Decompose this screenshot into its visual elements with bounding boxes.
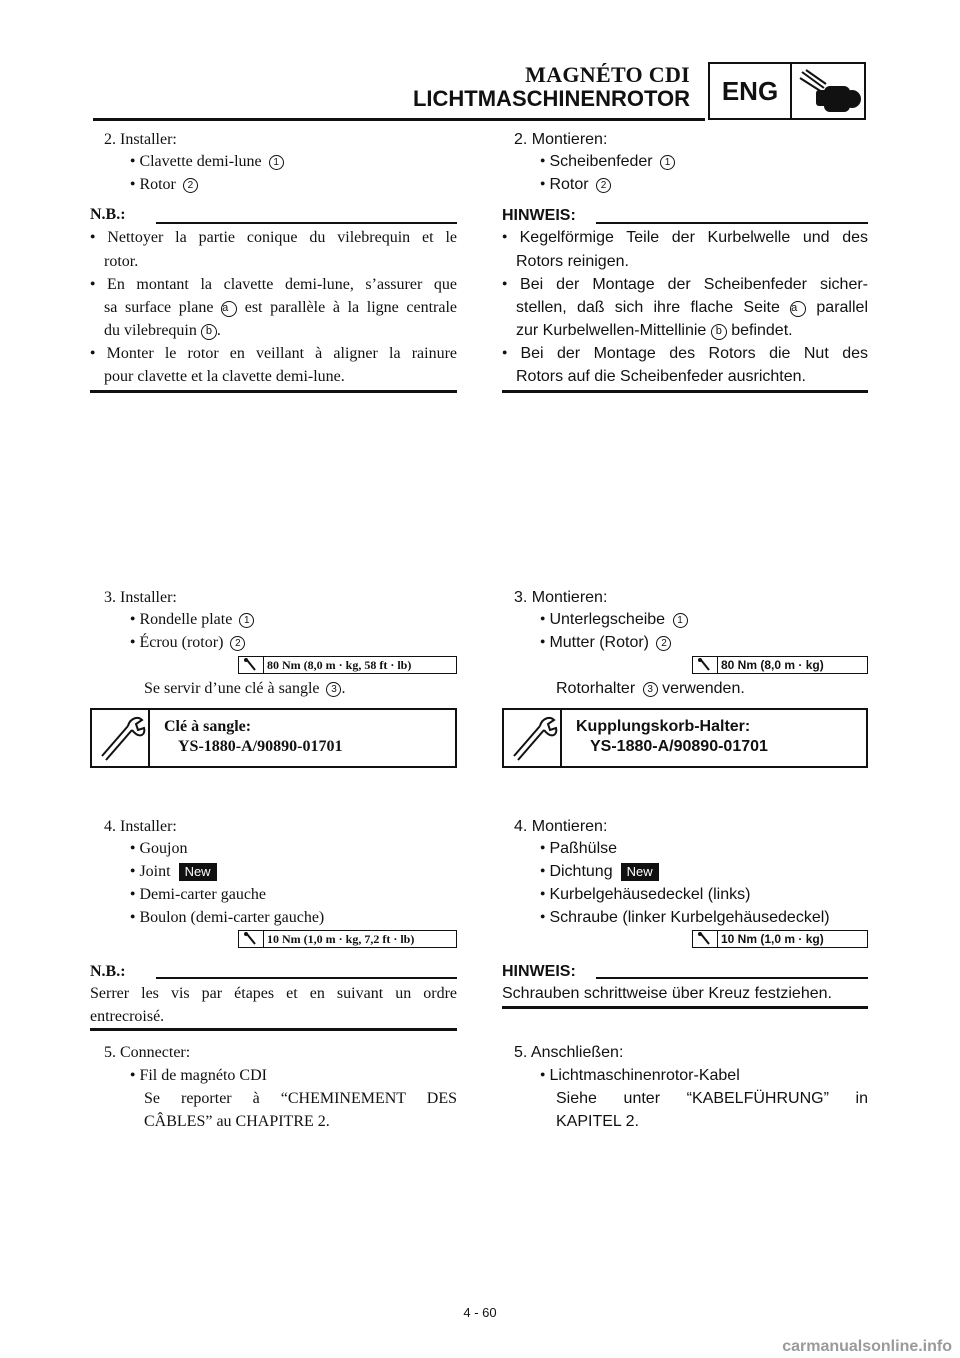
de-tool-code: YS-1880-A/90890-01701 <box>590 738 768 755</box>
de-step-2-title: 2. Montieren: <box>514 131 608 148</box>
de-step-3-torque: 80 Nm (8,0 m · kg) <box>692 656 868 674</box>
fr-step-5-line-1: Se reporter à “CHEMINEMENT DES <box>144 1090 457 1107</box>
fr-note-1-bullet-3-cont: pour clavette et la clavette demi-lune. <box>104 368 345 385</box>
fr-step-3-use-tool: Se servir d’une clé à sangle 3 . <box>144 680 346 697</box>
fr-special-tool-box <box>90 708 457 768</box>
de-note-2-head: HINWEIS: <box>502 963 576 980</box>
fr-note-2-head: N.B.: <box>90 963 126 980</box>
header-rule <box>93 118 705 121</box>
fr-step-2-item-1: ● Clavette demi-lune 1 <box>130 153 284 171</box>
engine-icon <box>794 66 864 118</box>
header-title-fr: MAGNÉTO CDI <box>525 62 690 87</box>
fr-step-4-item-4: ● Boulon (demi-carter gauche) <box>130 909 324 927</box>
de-step-4-item-2: ● Dichtung New <box>540 863 659 881</box>
new-badge: New <box>621 863 659 881</box>
de-step-5-item: ● Lichtmaschinenrotor-Kabel <box>540 1067 740 1085</box>
torque-wrench-icon <box>693 931 718 947</box>
de-step-2-item-2: ● Rotor 2 <box>540 176 611 194</box>
de-step-2-item-1: ● Scheibenfeder 1 <box>540 153 675 171</box>
fr-step-4-torque: 10 Nm (1,0 m · kg, 7,2 ft · lb) <box>238 930 457 948</box>
fr-step-2-item-2: ● Rotor 2 <box>130 176 198 194</box>
fr-note-1-bullet-1: ● Nettoyer la partie conique du vilebrequin et le <box>90 229 457 247</box>
de-note-2-rule-top <box>596 977 868 979</box>
fr-step-3-title: 3. Installer: <box>104 589 177 606</box>
fr-note-1-bullet-2: ● En montant la clavette demi-lune, s’assurer que <box>90 276 457 294</box>
fr-step-4-title: 4. Installer: <box>104 818 177 835</box>
lang-tag: ENG <box>710 64 792 118</box>
fr-step-3-item-2: ● Écrou (rotor) 2 <box>130 634 245 652</box>
de-note-1-head: HINWEIS: <box>502 207 576 224</box>
fr-step-5-line-2: CÂBLES” au CHAPITRE 2. <box>144 1113 330 1130</box>
de-step-4-item-1: ● Paßhülse <box>540 840 617 858</box>
fr-note-1-head: N.B.: <box>90 206 126 223</box>
fr-note-2-rule-bottom <box>90 1028 457 1031</box>
torque-wrench-icon <box>239 931 264 947</box>
de-note-1-bullet-3-cont: Rotors auf die Scheibenfeder ausrichten. <box>516 368 806 385</box>
fr-note-1-bullet-2-cont: sa surface plane a est parallèle à la ligne centrale <box>104 299 458 316</box>
fr-step-4-item-1: ● Goujon <box>130 840 187 858</box>
fr-step-5-title: 5. Connecter: <box>104 1044 191 1061</box>
de-step-4-title: 4. Montieren: <box>514 818 608 835</box>
fr-tool-code: YS-1880-A/90890-01701 <box>178 738 343 755</box>
de-note-1-rule-bottom <box>502 390 868 393</box>
fr-step-4-item-2: ● Joint New <box>130 863 217 881</box>
de-step-5-line-1: Siehe unter “KABELFÜHRUNG” in <box>556 1090 868 1107</box>
fr-note-2-rule-top <box>156 977 457 979</box>
de-step-3-title: 3. Montieren: <box>514 589 608 606</box>
fr-step-2-title: 2. Installer: <box>104 131 177 148</box>
fr-note-2-line-2: entrecroisé. <box>90 1008 165 1025</box>
wrench-icon <box>92 710 150 766</box>
de-step-4-torque: 10 Nm (1,0 m · kg) <box>692 930 868 948</box>
fr-tool-name: Clé à sangle: <box>164 718 252 735</box>
fr-step-5-item: ● Fil de magnéto CDI <box>130 1067 267 1085</box>
header-title-de: LICHTMASCHINENROTOR <box>412 86 690 111</box>
de-note-2-rule-bottom <box>502 1006 868 1009</box>
de-note-2-line-1: Schrauben schrittweise über Kreuz festziehen. <box>502 985 832 1002</box>
de-tool-name: Kupplungskorb-Halter: <box>576 718 751 735</box>
de-step-5-title: 5. Anschließen: <box>514 1044 624 1061</box>
fr-note-1-bullet-1-cont: rotor. <box>104 253 139 270</box>
wrench-icon <box>504 710 562 766</box>
de-step-3-item-1: ● Unterlegscheibe 1 <box>540 611 688 629</box>
de-special-tool-box <box>502 708 868 768</box>
de-note-1-bullet-1: ● Kegelförmige Teile der Kurbelwelle und des <box>502 229 868 247</box>
de-note-1-bullet-1-cont: Rotors reinigen. <box>516 253 629 270</box>
de-note-1-bullet-2-cont: stellen, daß sich ihre flache Seite a parallel <box>516 299 868 316</box>
fr-note-2-line-1: Serrer les vis par étapes et en suivant un ordre <box>90 985 457 1002</box>
torque-wrench-icon <box>693 657 718 673</box>
page-number: 4 - 60 <box>463 1305 497 1320</box>
fr-step-4-item-3: ● Demi-carter gauche <box>130 886 266 904</box>
fr-step-3-item-1: ● Rondelle plate 1 <box>130 611 254 629</box>
fr-note-1-rule-bottom <box>90 390 457 393</box>
de-step-5-line-2: KAPITEL 2. <box>556 1113 639 1130</box>
de-step-4-item-3: ● Kurbelgehäusedeckel (links) <box>540 886 750 904</box>
de-step-3-use-tool: Rotorhalter 3 verwenden. <box>556 680 745 697</box>
fr-note-1-bullet-2-cont2: du vilebrequin b . <box>104 322 221 339</box>
de-note-1-bullet-2-cont2: zur Kurbelwellen-Mittellinie b befindet. <box>516 322 793 339</box>
torque-wrench-icon <box>239 657 264 673</box>
de-step-4-item-4: ● Schraube (linker Kurbelgehäusedeckel) <box>540 909 830 927</box>
fr-step-3-torque: 80 Nm (8,0 m · kg, 58 ft · lb) <box>238 656 457 674</box>
fr-note-1-rule-top <box>156 222 457 224</box>
de-step-3-item-2: ● Mutter (Rotor) 2 <box>540 634 671 652</box>
watermark: carmanualsonline.info <box>782 1338 952 1355</box>
de-note-1-bullet-2: ● Bei der Montage der Scheibenfeder sicher- <box>502 276 868 294</box>
fr-note-1-bullet-3: ● Monter le rotor en veillant à aligner la rainure <box>90 345 457 363</box>
de-note-1-rule-top <box>596 222 868 224</box>
new-badge: New <box>179 863 217 881</box>
de-note-1-bullet-3: ● Bei der Montage des Rotors die Nut des <box>502 345 868 363</box>
section-tag <box>708 62 866 120</box>
